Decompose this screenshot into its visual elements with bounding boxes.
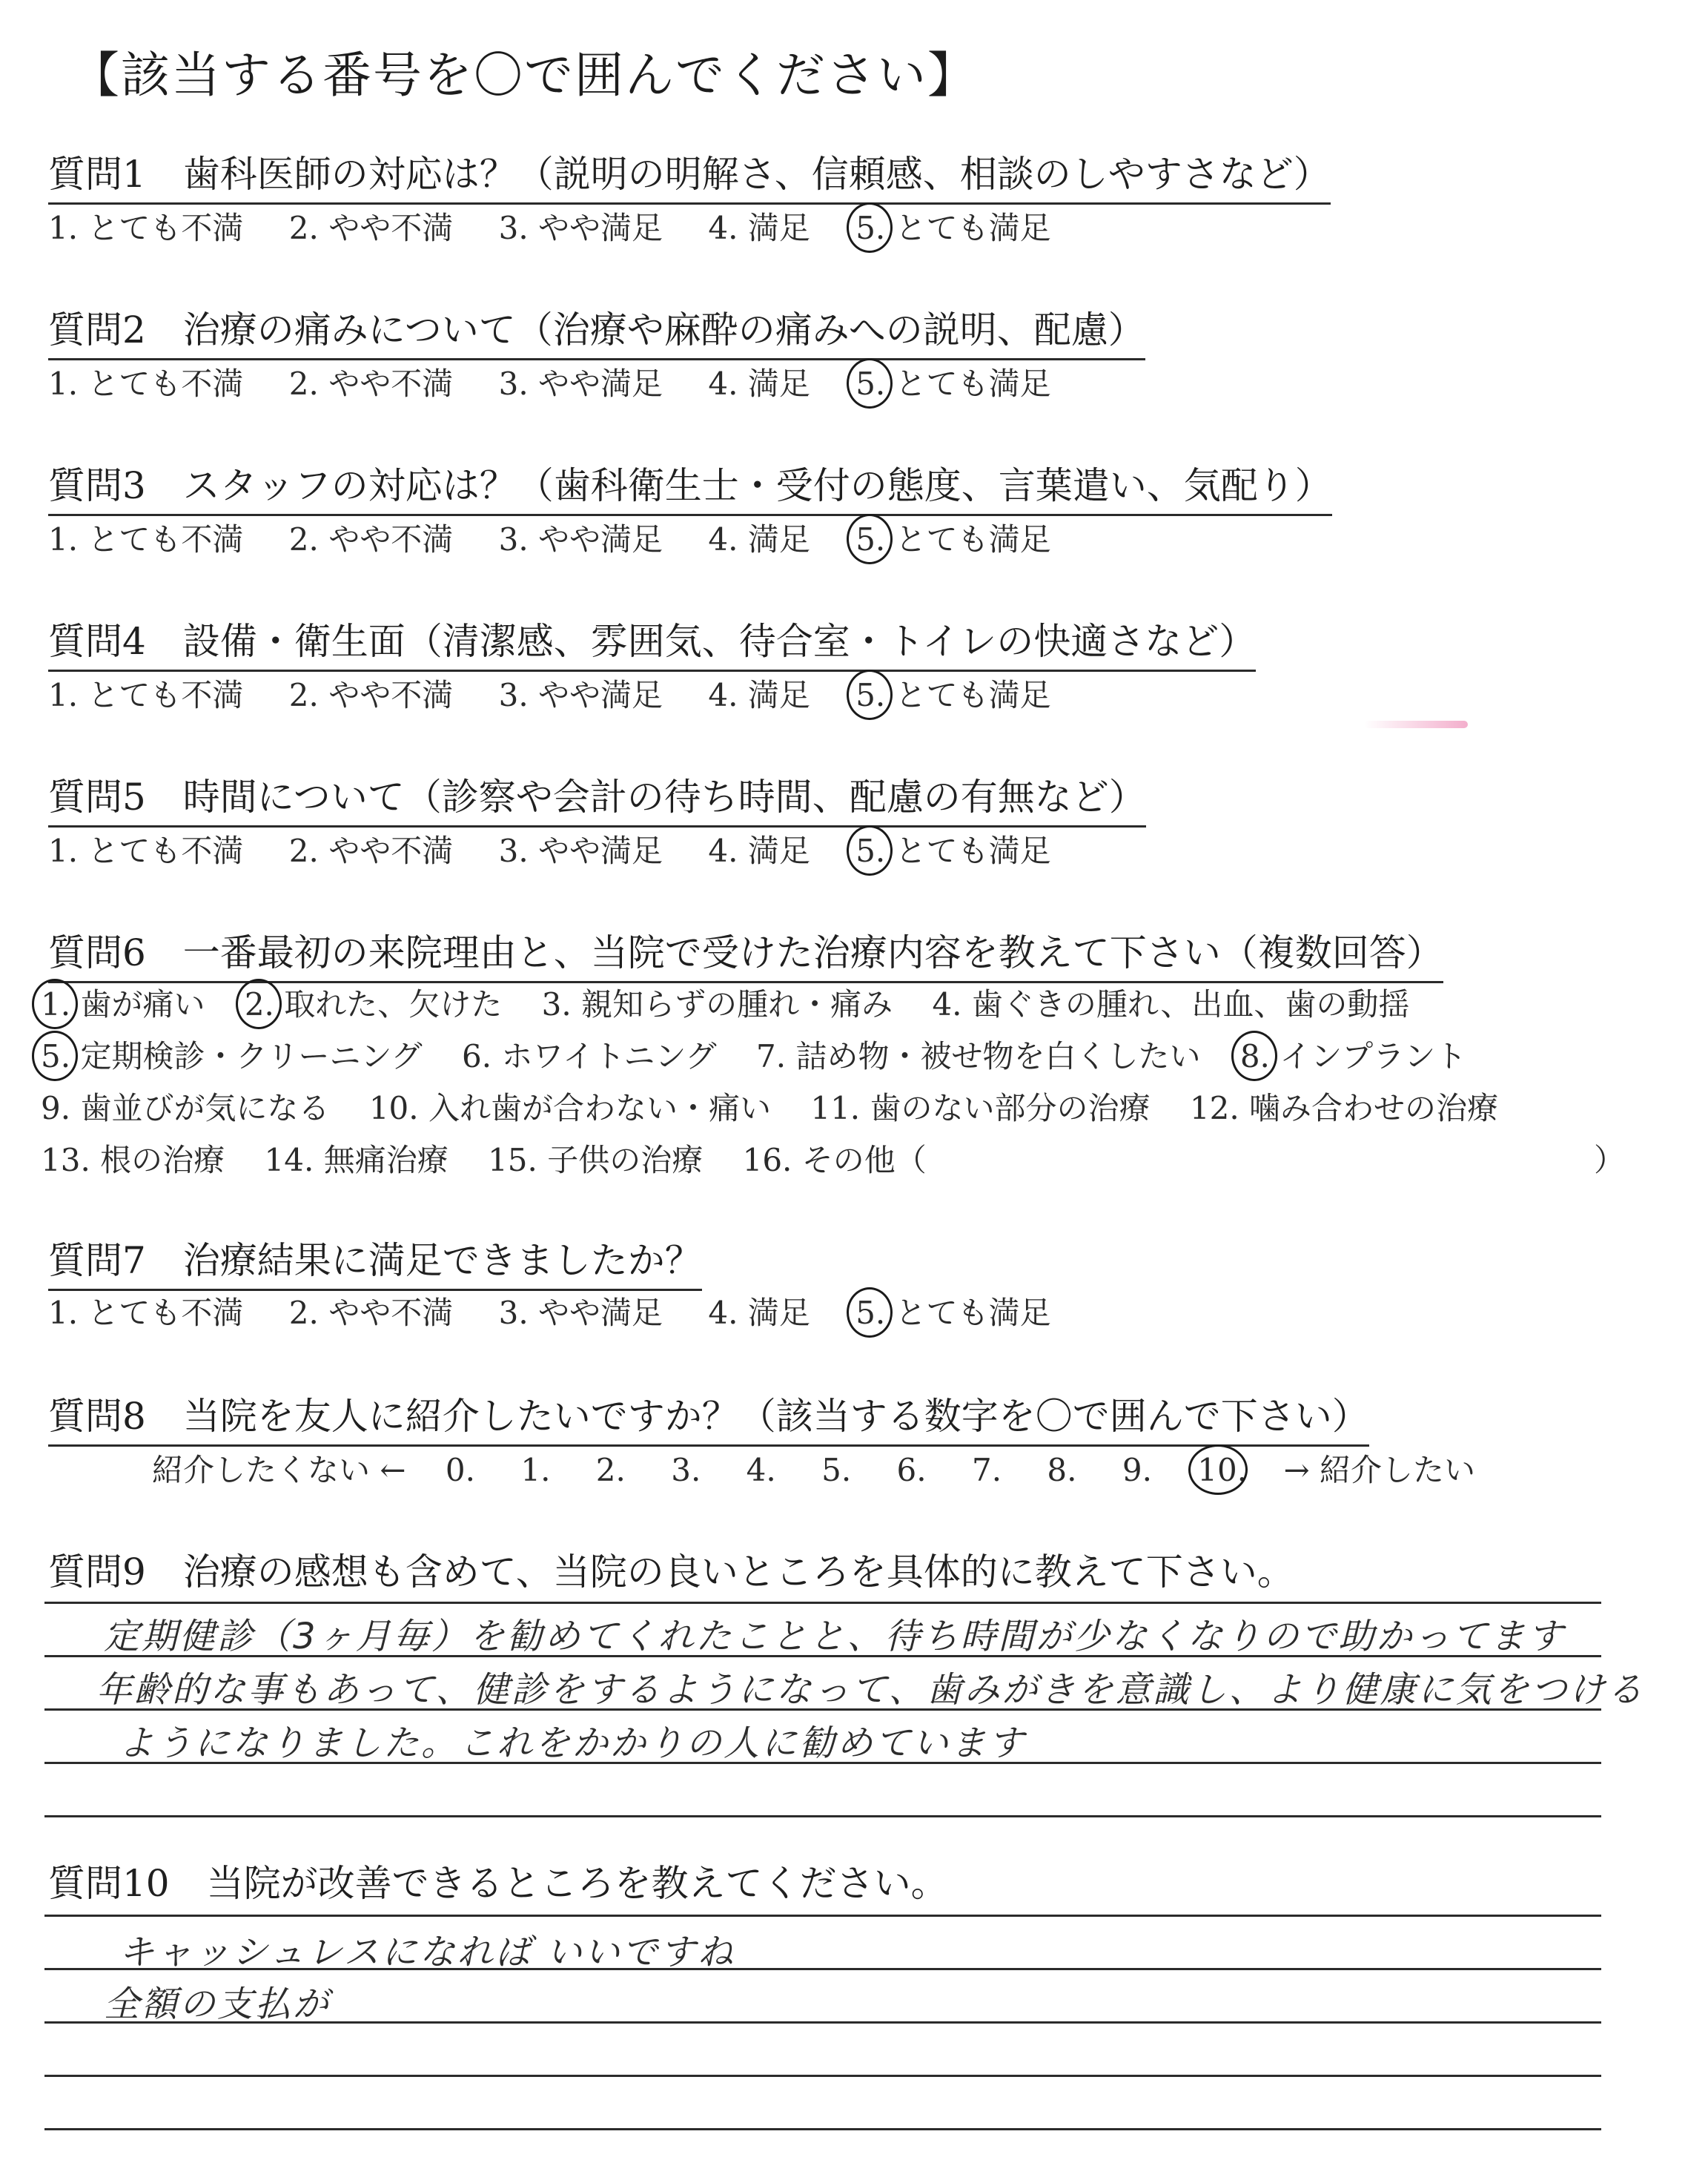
q9-answer-line-2[interactable]: 年齢的な事もあって、健診をするようになって、歯みがきを意識し、より健康に気をつける [96, 1669, 1645, 1711]
q2-option-5-number: 5. [855, 366, 886, 402]
q7-option-3[interactable]: 3. やや満足 [498, 1295, 663, 1331]
q6-option-8-selected[interactable] [1240, 1032, 1466, 1077]
q6-option-12-number: 12. [1189, 1090, 1239, 1126]
q6-option-13-number: 13. [41, 1142, 90, 1178]
q6-option-10-label: 入れ歯が合わない・痛い [428, 1090, 771, 1126]
q6-option-8-label: インプラント [1280, 1038, 1467, 1074]
q10-answer-line-2[interactable]: 全額の支払が [104, 1984, 331, 2025]
q6-option-2-label: 取れた、欠けた [284, 986, 503, 1023]
q1-option-1[interactable]: 1. とても不満 [48, 210, 244, 246]
q7-options [48, 1289, 1087, 1333]
q9-answer-line-3[interactable]: ようになりました。これをかかりの人に勧めています [119, 1723, 1027, 1764]
q7-option-5-selected[interactable] [855, 1289, 1050, 1333]
q8-number-6[interactable]: 6. [896, 1452, 927, 1488]
q6-option-15-number: 15. [488, 1142, 537, 1178]
q4-option-5-label: とても満足 [895, 677, 1051, 713]
q6-option-13[interactable] [41, 1136, 225, 1180]
q6-option-3-label: 親知らずの腫れ・痛み [581, 986, 893, 1023]
answer-line [44, 2075, 1601, 2077]
question-10: 質問10 当院が改善できるところを教えてください。 [48, 1862, 948, 1905]
q6-option-14[interactable] [265, 1136, 448, 1180]
q6-option-1-number: 1. [41, 986, 71, 1023]
q2-option-2[interactable]: 2. やや不満 [288, 366, 454, 402]
q6-option-9-number: 9. [41, 1090, 71, 1126]
q8-number-4[interactable]: 4. [746, 1452, 776, 1488]
q3-option-5-label: とても満足 [895, 521, 1051, 558]
q6-option-15-label: 子供の治療 [547, 1142, 704, 1178]
q5-option-5-label: とても満足 [895, 833, 1051, 869]
q8-number-2[interactable]: 2. [595, 1452, 626, 1488]
q6-option-4-label: 歯ぐきの腫れ、出血、歯の動揺 [971, 986, 1410, 1023]
q1-option-5-label: とても満足 [895, 210, 1051, 246]
q6-option-16-number: 16. [742, 1142, 792, 1178]
q8-left-label: 紹介したくない ← [152, 1452, 406, 1488]
q5-options [48, 827, 1087, 871]
q8-number-3[interactable]: 3. [671, 1452, 701, 1488]
q7-option-1[interactable]: 1. とても不満 [48, 1295, 244, 1331]
q8-number-0[interactable]: 0. [445, 1452, 475, 1488]
q4-option-4[interactable]: 4. 満足 [708, 677, 810, 713]
q2-option-1[interactable]: 1. とても不満 [48, 366, 244, 402]
q6-option-7-number: 7. [756, 1038, 787, 1074]
q7-option-2[interactable]: 2. やや不満 [288, 1295, 454, 1331]
answer-line [44, 1602, 1601, 1604]
q5-option-4[interactable]: 4. 満足 [708, 833, 810, 869]
q6-option-14-number: 14. [264, 1142, 314, 1178]
q6-option-5-selected[interactable] [41, 1032, 423, 1077]
q6-other-close-paren: ） [1594, 1142, 1626, 1178]
q3-option-2[interactable]: 2. やや不満 [288, 521, 454, 558]
q8-number-5[interactable]: 5. [821, 1452, 852, 1488]
q5-option-5-selected[interactable] [855, 827, 1050, 871]
q6-option-16-label: その他（ [801, 1142, 927, 1178]
q6-option-1-selected[interactable] [41, 980, 205, 1025]
answer-line [44, 2128, 1601, 2130]
q6-option-12-label: 噛み合わせの治療 [1249, 1090, 1499, 1126]
page-title: 【該当する番号を〇で囲んでください】 [70, 47, 978, 104]
q1-option-4[interactable]: 4. 満足 [708, 210, 810, 246]
q2-option-3[interactable]: 3. やや満足 [498, 366, 663, 402]
q10-answer-line-1[interactable]: キャッシュレスになれば いいですね [119, 1932, 735, 1973]
q8-scale [152, 1446, 1511, 1490]
q3-option-5-selected[interactable] [855, 515, 1050, 560]
q4-option-1[interactable]: 1. とても不満 [48, 677, 244, 713]
q6-row-4 [41, 1136, 956, 1180]
q9-answer-line-1[interactable]: 定期健診（3ヶ月毎）を勧めてくれたことと、待ち時間が少なくなりので助かってます [104, 1616, 1566, 1657]
q3-options [48, 515, 1087, 560]
q8-number-10: 10. [1197, 1452, 1248, 1488]
q6-option-6-label: ホワイトニング [501, 1038, 717, 1074]
q7-option-5-label: とても満足 [895, 1295, 1051, 1331]
q6-option-9[interactable] [41, 1084, 329, 1129]
q2-options [48, 360, 1087, 404]
q6-row-3 [41, 1084, 1528, 1129]
q6-option-2-selected[interactable] [245, 980, 502, 1025]
q6-option-16[interactable] [743, 1136, 927, 1180]
q6-option-5-number: 5. [41, 1038, 71, 1074]
q2-option-5-label: とても満足 [895, 366, 1051, 402]
q4-option-5-number: 5. [855, 677, 886, 713]
question-8: 質問8 当院を友人に紹介したいですか？（該当する数字を〇で囲んで下さい） [48, 1387, 1369, 1447]
q6-option-11[interactable] [810, 1084, 1150, 1129]
q8-number-7[interactable]: 7. [971, 1452, 1002, 1488]
q6-option-9-label: 歯並びが気になる [80, 1090, 330, 1126]
q6-option-14-label: 無痛治療 [323, 1142, 448, 1178]
q6-option-3-number: 3. [541, 986, 572, 1023]
question-2: 質問2 治療の痛みについて（治療や麻酔の痛みへの説明、配慮） [48, 300, 1145, 360]
question-3: 質問3 スタッフの対応は？（歯科衛生士・受付の態度、言葉遣い、気配り） [48, 456, 1332, 516]
q7-option-5-number: 5. [855, 1295, 886, 1331]
question-9: 質問9 治療の感想も含めて、当院の良いところを具体的に教えて下さい。 [48, 1550, 1294, 1593]
q5-option-3[interactable]: 3. やや満足 [498, 833, 663, 869]
q6-option-11-label: 歯のない部分の治療 [870, 1090, 1151, 1126]
answer-line [44, 1815, 1601, 1817]
q6-option-15[interactable] [488, 1136, 703, 1180]
q4-option-5-selected[interactable] [855, 671, 1050, 716]
q6-option-7[interactable] [756, 1032, 1200, 1077]
q8-number-10-selected[interactable] [1197, 1452, 1247, 1488]
q4-option-3[interactable]: 3. やや満足 [498, 677, 663, 713]
q4-option-2[interactable]: 2. やや不満 [288, 677, 454, 713]
question-5: 質問5 時間について（診察や会計の待ち時間、配慮の有無など） [48, 767, 1146, 828]
q6-option-10-number: 10. [368, 1090, 419, 1126]
q7-option-4[interactable]: 4. 満足 [708, 1295, 810, 1331]
q8-number-9[interactable]: 9. [1122, 1452, 1152, 1488]
q8-number-8[interactable]: 8. [1047, 1452, 1077, 1488]
q6-option-11-number: 11. [810, 1090, 861, 1126]
q6-option-5-label: 定期検診・クリーニング [80, 1038, 423, 1074]
q1-option-3[interactable]: 3. やや満足 [498, 210, 663, 246]
question-7: 質問7 治療結果に満足できましたか？ [48, 1231, 702, 1291]
q6-row-2 [41, 1032, 1496, 1077]
question-4: 質問4 設備・衛生面（清潔感、雰囲気、待合室・トイレの快適さなど） [48, 612, 1256, 672]
q6-option-2-number: 2. [244, 986, 274, 1023]
q2-option-5-selected[interactable] [855, 360, 1050, 404]
q3-option-3[interactable]: 3. やや満足 [498, 521, 663, 558]
q8-right-label: → 紹介したい [1283, 1452, 1475, 1488]
q1-options [48, 204, 1087, 248]
q3-option-1[interactable]: 1. とても不満 [48, 521, 244, 558]
q6-row-1 [41, 980, 1439, 1025]
q5-option-2[interactable]: 2. やや不満 [288, 833, 454, 869]
q6-option-6[interactable] [462, 1032, 717, 1077]
q1-option-5-number: 5. [855, 210, 886, 246]
q6-option-4-number: 4. [932, 986, 962, 1023]
q6-option-6-number: 6. [461, 1038, 492, 1074]
q6-option-8-number: 8. [1239, 1038, 1270, 1074]
q6-option-4[interactable] [932, 980, 1409, 1025]
q2-option-4[interactable]: 4. 満足 [708, 366, 810, 402]
q6-option-3[interactable] [542, 980, 893, 1025]
q6-option-10[interactable] [369, 1084, 771, 1129]
q5-option-1[interactable]: 1. とても不満 [48, 833, 244, 869]
q6-option-1-label: 歯が痛い [80, 986, 205, 1023]
question-1: 質問1 歯科医師の対応は？（説明の明解さ、信頼感、相談のしやすさなど） [48, 145, 1331, 205]
pink-ink-smudge [1364, 721, 1468, 728]
q5-option-5-number: 5. [855, 833, 886, 869]
q4-options [48, 671, 1087, 716]
q1-option-5-selected[interactable] [855, 204, 1050, 248]
question-6: 質問6 一番最初の来院理由と、当院で受けた治療内容を教えて下さい（複数回答） [48, 923, 1443, 983]
q6-option-13-label: 根の治療 [100, 1142, 225, 1178]
answer-line [44, 1915, 1601, 1917]
q6-option-12[interactable] [1190, 1084, 1498, 1129]
q3-option-5-number: 5. [855, 521, 886, 558]
q8-number-1[interactable]: 1. [520, 1452, 551, 1488]
q3-option-4[interactable]: 4. 満足 [708, 521, 810, 558]
q6-option-7-label: 詰め物・被せ物を白くしたい [795, 1038, 1201, 1074]
q1-option-2[interactable]: 2. やや不満 [288, 210, 454, 246]
